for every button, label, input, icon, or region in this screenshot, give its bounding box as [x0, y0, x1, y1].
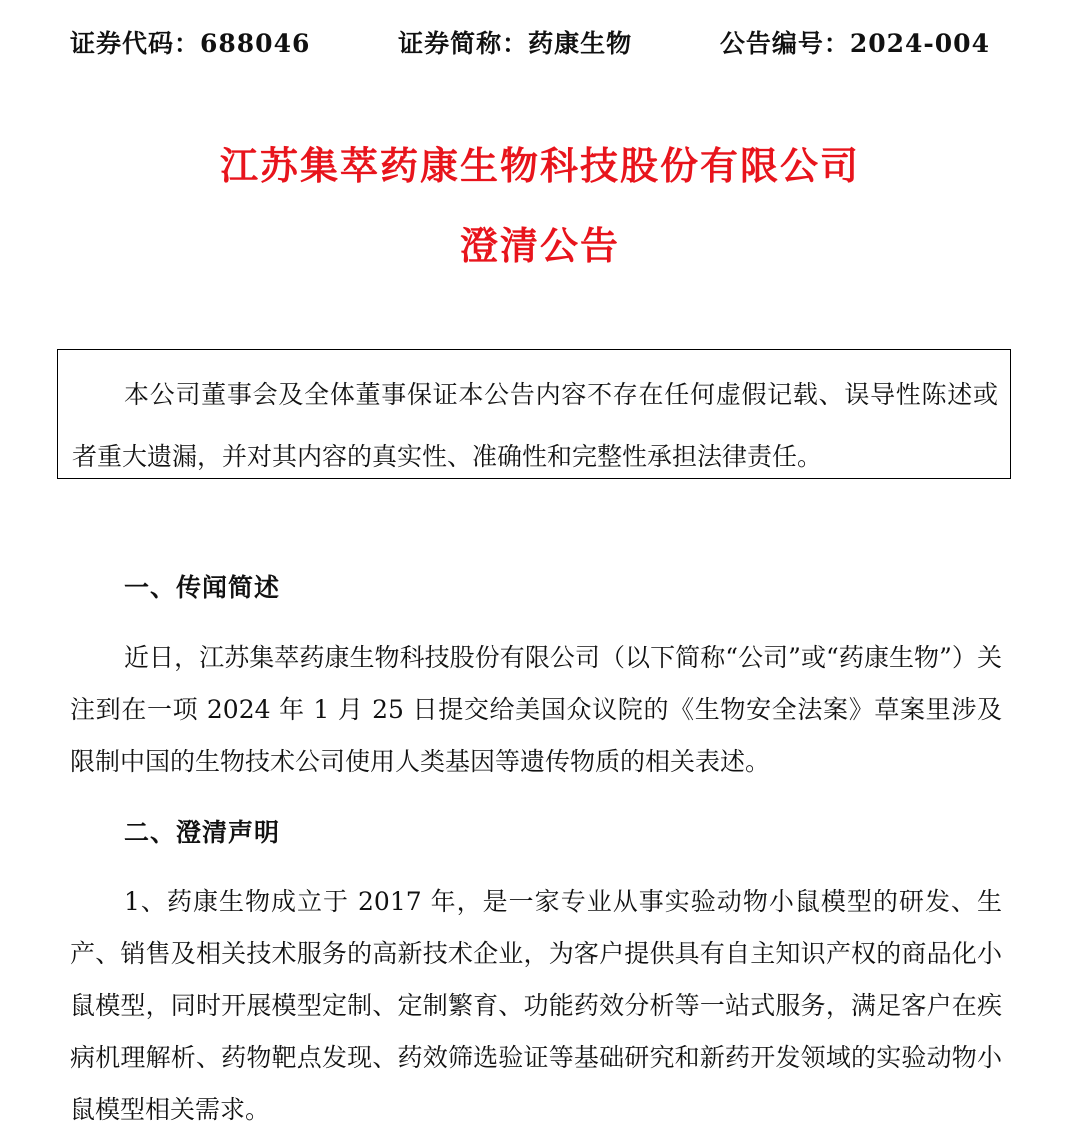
security-short-name: 证券简称：药康生物	[398, 29, 633, 58]
document-title: 澄清公告	[459, 223, 620, 268]
section-paragraph-rumor: 近日，江苏集萃药康生物科技股份有限公司（以下简称“公司”或“药康生物”）关注到在一项 2024 年 1 月 25 日提交给美国众议院的《生物安全法案》草案里涉及限制中国的生物技术公司使用人类基因等遗传物质的相关表述。	[70, 643, 1002, 776]
announcement-header	[70, 24, 990, 60]
security-code: 证券代码：688046	[70, 29, 311, 58]
section-heading-clarification: 二、澄清声明	[124, 818, 281, 847]
section-heading-rumor: 一、传闻简述	[124, 573, 281, 602]
disclaimer-box	[57, 349, 1011, 479]
company-title: 江苏集萃药康生物科技股份有限公司	[219, 143, 860, 188]
disclaimer-text: 本公司董事会及全体董事保证本公告内容不存在任何虚假记载、误导性陈述或者重大遗漏，并对其内容的真实性、准确性和完整性承担法律责任。	[72, 380, 998, 471]
section-paragraph-clarification: 1、药康生物成立于 2017 年，是一家专业从事实验动物小鼠模型的研发、生产、销售及相关技术服务的高新技术企业，为客户提供具有自主知识产权的商品化小鼠模型，同时开展模型定制、定制繁育、功能药效分析等一站式服务，满足客户在疾病机理解析、药物靶点发现、药效筛选验证等基础研究和新药开发领域的实验动物小鼠模型相关需求。	[70, 887, 1002, 1124]
notice-number: 公告编号：2024-004	[719, 29, 990, 58]
